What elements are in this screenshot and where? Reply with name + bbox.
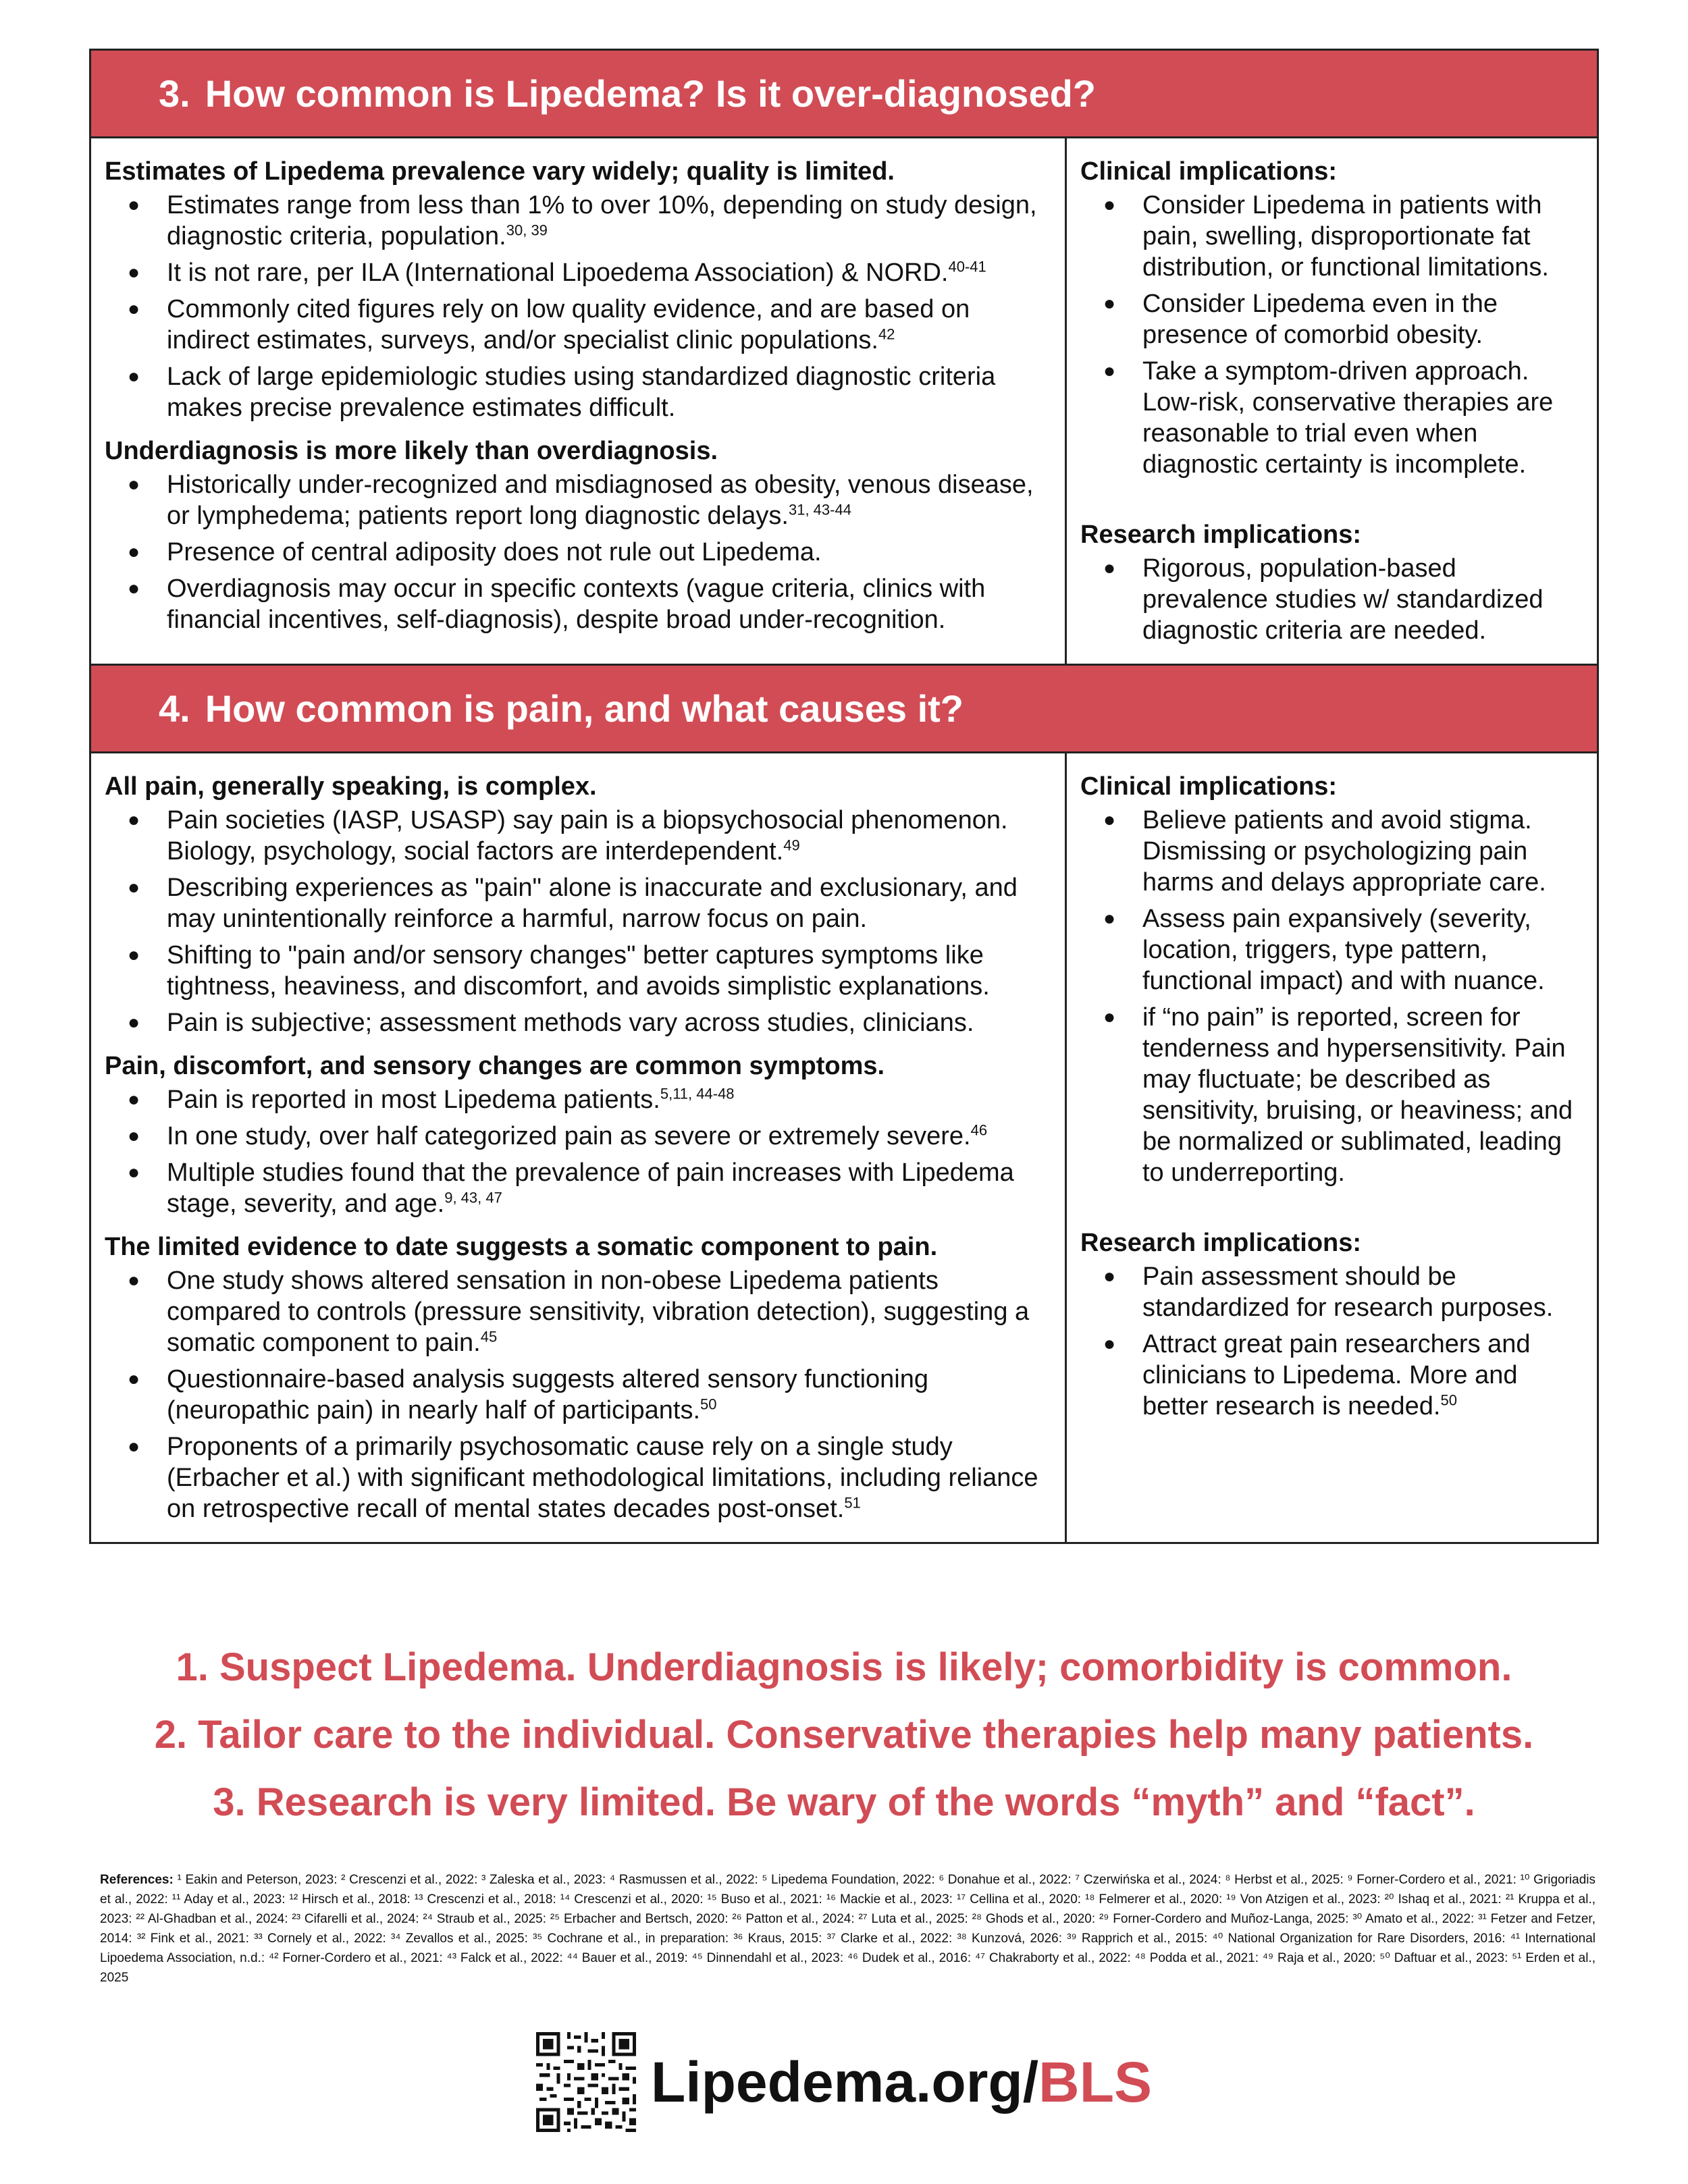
list-item: ● Describing experiences as "pain" alone is inaccurate and exclusionary, and may unintentionally reinforce a harmful, narrow focus on pain. [128, 874, 1018, 933]
section-4-header [91, 666, 1597, 753]
bullet-icon: ● [1103, 1265, 1116, 1287]
bullet-list [105, 469, 1053, 635]
list-item: ● Consider Lipedema in patients with pain, swelling, disproportionate fat distribution, or functional limitations. [1103, 191, 1549, 282]
bullet-icon: ● [128, 809, 140, 831]
bullet-list [105, 1265, 1053, 1524]
section-4-evidence-column [91, 753, 1067, 1542]
bullet-list [1080, 805, 1585, 1188]
citation: 49 [783, 836, 800, 854]
section-3-title: How common is Lipedema? Is it over-diagnosed? [205, 72, 1097, 115]
citation: 50 [1440, 1391, 1457, 1409]
list-item: ● Pain is subjective; assessment methods vary across studies, clinicians. [128, 1009, 974, 1037]
bullet-icon: ● [128, 194, 140, 216]
citation: 51 [844, 1494, 861, 1512]
key-takeaways [0, 1634, 1688, 1836]
bullet-icon: ● [1103, 1006, 1116, 1028]
citation: 30, 39 [506, 221, 548, 239]
bullet-icon: ● [1103, 360, 1116, 382]
bullet-list [105, 190, 1053, 423]
list-item: ● Rigorous, population-based prevalence studies w/ standardized diagnostic criteria are needed. [1103, 554, 1544, 645]
list-item: ● Questionnaire-based analysis suggests altered sensory functioning (neuropathic pain) in nearly half of participants.$^{50}$ [128, 1365, 928, 1424]
bullet-icon: ● [1103, 809, 1116, 831]
list-item: ● One study shows altered sensation in non-obese Lipedema patients compared to controls (pressure sensitivity, vibration detection), suggesting a somatic component to pain.$^{45}$ [128, 1267, 1030, 1357]
list-item: ● Pain is reported in most Lipedema patients.$^{5,11, 44-48}$ [128, 1085, 735, 1114]
list-item: ● Assess pain expansively (severity, location, triggers, type pattern, functional impact) and with nuance. [1103, 905, 1545, 995]
bullet-list [105, 805, 1053, 1038]
citation: 5,11, 44-48 [660, 1085, 735, 1102]
bullet-icon: ● [128, 1368, 140, 1390]
list-item: ● Lack of large epidemiologic studies using standardized diagnostic criteria makes precise prevalence estimates difficult. [128, 363, 996, 422]
list-item: ● if “no pain” is reported, screen for tenderness and hypersensitivity. Pain may fluctuate; be described as sensitivity, bruising, or heaviness; and be normalized or sublimated, leading to underreporting. [1103, 1003, 1573, 1187]
section-3-body [91, 138, 1597, 666]
bullet-list [1080, 1261, 1585, 1422]
bullet-icon: ● [128, 365, 140, 388]
citation: 40-41 [948, 258, 986, 275]
references-text: ¹ Eakin and Peterson, 2023: ² Crescenzi et al., 2022: ³ Zaleska et al., 2023: ⁴ Rasmussen et al., 2022: ⁵ Lipedema Foundation, 2022: ⁶ Donahue et al., 2022: ⁷ Czerwińska et al., 2024: ⁸ Herbst et al., 2025: ⁹ Forner-Cordero et al., 2021: ¹⁰ Grigoriadis et al., 2022: ¹¹ Aday et al., 2023: ¹² Hirsch et al., 2018: ¹³ Crescenzi et al., 2018: ¹⁴ Crescenzi et al., 2020: ¹⁵ Buso et al., 2021: ¹⁶ Mackie et al., 2023: ¹⁷ Cellina et al., 2020: ¹⁸ Felmerer et al., 2020: ¹⁹ Von Atzigen et al., 2023: ²⁰ Ishaq et al., 2021: ²¹ Kruppa et al., 2023: ²² Al-Ghadban et al., 2024: ²³ Cifarelli et al., 2024: ²⁴ Straub et al., 2025: ²⁵ Erbacher and Bertsch, 2020: ²⁶ Patton et al., 2024: ²⁷ Luta et al., 2025: ²⁸ Ghods et al., 2020: ²⁹ Forner-Cordero and Muñoz-Langa, 2025: ³⁰ Amato et al., 2022: ³¹ Fetzer and Fetzer, 2014: ³² Fink et al., 2021: ³³ Cornely et al., 2022: ³⁴ Zevallos et al., 2025: ³⁵ Cochrane et al., in preparation: ³⁶ Kraus, 2015: ³⁷ Clarke et al., 2022: ³⁸ Kunzová, 2026: ³⁹ Rapprich et al., 2015: ⁴⁰ National Organization for Rare Disorders, 2016: ⁴¹ International Lipoedema Association, n.d.: ⁴² Forner-Cordero et al., 2021: ⁴³ Falck et al., 2022: ⁴⁴ Bauer et al., 2019: ⁴⁵ Dinnendahl et al., 2023: ⁴⁶ Dudek et al., 2016: ⁴⁷ Chakraborty et al., 2022: ⁴⁸ Podda et al., 2021: ⁴⁹ Raja et al., 2020: ⁵⁰ Daftuar et al., 2023: ⁵¹ Erden et al., 2025 [100, 1873, 1596, 1985]
bullet-list [1080, 190, 1585, 480]
bullet-icon: ● [128, 1125, 140, 1147]
list-item: ● Overdiagnosis may occur in specific contexts (vague criteria, clinics with financial incentives, self-diagnosis), despite broad under-recognition. [128, 575, 986, 634]
list-item: ● It is not rare, per ILA (International Lipoedema Association) & NORD.$^{40-41}$ [128, 258, 986, 287]
list-item: ● Pain assessment should be standardized for research purposes. [1103, 1262, 1554, 1322]
bullet-icon: ● [128, 261, 140, 284]
bullet-icon: ● [128, 541, 140, 563]
section-3-number: 3. [159, 72, 190, 115]
subheading: The limited evidence to date suggests a somatic component to pain. [105, 1233, 938, 1261]
subheading: Estimates of Lipedema prevalence vary widely; quality is limited. [105, 157, 895, 186]
bullet-icon: ● [1103, 1333, 1116, 1355]
list-item: ● Proponents of a primarily psychosomatic cause rely on a single study (Erbacher et al.) with significant methodological limitations, including reliance on retrospective recall of mental states decades post-onset.$^{51}$ [128, 1433, 1038, 1523]
bullet-icon: ● [1103, 907, 1116, 930]
bullet-icon: ● [128, 1161, 140, 1183]
section-4-title: How common is pain, and what causes it? [205, 687, 964, 730]
bullet-icon: ● [128, 473, 140, 496]
list-item: ● Shifting to "pain and/or sensory changes" better captures symptoms like tightness, heaviness, and discomfort, and avoids simplistic explanations. [128, 941, 990, 1001]
citation: 50 [700, 1395, 717, 1413]
list-item: ● Consider Lipedema even in the presence of comorbid obesity. [1103, 290, 1498, 349]
clinical-implications-heading: Clinical implications: [1080, 772, 1338, 801]
subheading: Underdiagnosis is more likely than overdiagnosis. [105, 437, 718, 465]
list-item: ● Take a symptom-driven approach. Low-risk, conservative therapies are reasonable to trial even when diagnostic certainty is incomplete. [1103, 357, 1554, 479]
list-item: ● In one study, over half categorized pain as severe or extremely severe.$^{46}$ [128, 1121, 988, 1150]
bullet-icon: ● [128, 577, 140, 600]
section-4-number: 4. [159, 687, 190, 730]
subheading: All pain, generally speaking, is complex. [105, 772, 597, 801]
section-4-body [91, 753, 1597, 1542]
bullet-list [105, 1084, 1053, 1219]
section-3-header [91, 51, 1597, 138]
bullet-list [1080, 553, 1585, 646]
bullet-icon: ● [128, 1011, 140, 1034]
section-4-implications-column [1067, 753, 1597, 1542]
list-item: ● Presence of central adiposity does not rule out Lipedema. [128, 538, 822, 566]
list-item: ● Estimates range from less than 1% to over 10%, depending on study design, diagnostic criteria, population.$^{30, 39}$ [128, 191, 1037, 250]
research-implications-heading: Research implications: [1080, 521, 1362, 549]
bullet-icon: ● [1103, 557, 1116, 579]
list-item: ● Attract great pain researchers and clinicians to Lipedema. More and better research is needed.$^{50}$ [1103, 1330, 1531, 1420]
website-link[interactable]: Lipedema.org/BLS [650, 2050, 1153, 2114]
references [100, 1870, 1595, 1988]
subheading: Pain, discomfort, and sensory changes are common symptoms. [105, 1052, 885, 1080]
list-item: ● Multiple studies found that the prevalence of pain increases with Lipedema stage, severity, and age.$^{9, 43, 47}$ [128, 1158, 1014, 1218]
bullet-icon: ● [1103, 194, 1116, 216]
section-3-evidence-column [91, 138, 1067, 664]
clinical-implications-heading: Clinical implications: [1080, 157, 1338, 186]
bullet-icon: ● [128, 1269, 140, 1291]
bullet-icon: ● [128, 876, 140, 899]
bullet-icon: ● [128, 1435, 140, 1458]
takeaway-3: 3. Research is very limited. Be wary of the words “myth” and “fact”. [213, 1780, 1475, 1824]
takeaway-1: 1. Suspect Lipedema. Underdiagnosis is likely; comorbidity is common. [176, 1645, 1512, 1689]
research-implications-heading: Research implications: [1080, 1229, 1362, 1257]
citation: 9, 43, 47 [444, 1189, 502, 1206]
footer [0, 2032, 1688, 2132]
list-item: ● Commonly cited figures rely on low quality evidence, and are based on indirect estimates, surveys, and/or specialist clinic populations.$^{42}$ [128, 295, 970, 354]
citation: 31, 43-44 [788, 501, 851, 518]
references-label: References: [100, 1873, 174, 1887]
section-3-implications-column [1067, 138, 1597, 664]
citation: 45 [480, 1328, 498, 1346]
takeaway-2: 2. Tailor care to the individual. Conservative therapies help many patients. [154, 1713, 1534, 1757]
bullet-icon: ● [128, 298, 140, 320]
bullet-icon: ● [1103, 292, 1116, 315]
list-item: ● Pain societies (IASP, USASP) say pain is a biopsychosocial phenomenon. Biology, psychology, social factors are interdependent.$^{49}$ [128, 806, 1008, 865]
list-item: ● Historically under-recognized and misdiagnosed as obesity, venous disease, or lymphedema; patients report long diagnostic delays.$^{31, 43-44}$ [128, 471, 1034, 530]
bullet-icon: ● [128, 944, 140, 966]
citation: 42 [878, 325, 895, 343]
citation: 46 [970, 1121, 988, 1139]
bullet-icon: ● [128, 1088, 140, 1111]
content-table [89, 49, 1599, 1544]
list-item: ● Believe patients and avoid stigma. Dismissing or psychologizing pain harms and delays appropriate care. [1103, 806, 1546, 897]
qr-code-icon[interactable] [536, 2032, 636, 2132]
